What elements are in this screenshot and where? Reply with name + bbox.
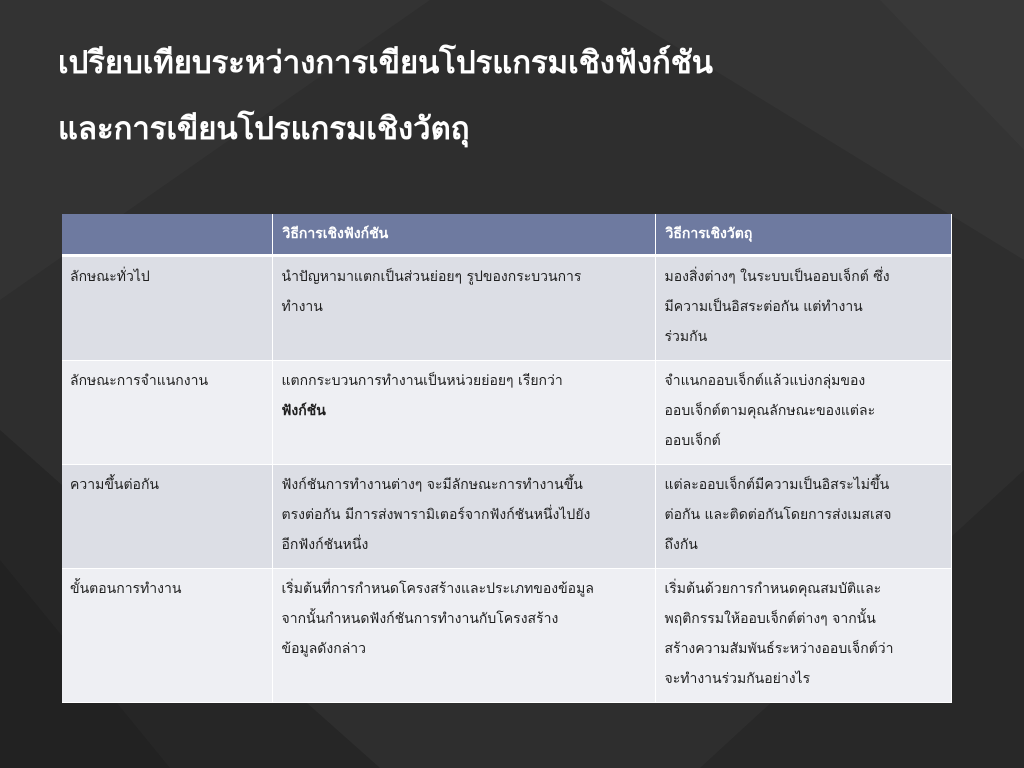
- object-cell: [655, 465, 951, 569]
- cell-line-bold: ฟังก์ชัน: [281, 403, 326, 419]
- object-cell: [655, 256, 951, 361]
- cell-line: มองสิ่งต่างๆ ในระบบเป็นออบเจ็กต์ ซึ่ง: [664, 269, 890, 285]
- cell-line: แต่ละออบเจ็กต์มีความเป็นอิสระไม่ขึ้น: [664, 477, 890, 493]
- header-functional: วิธีการเชิงฟังก์ชัน: [272, 214, 655, 256]
- object-cell: [655, 569, 951, 703]
- row-label: ลักษณะการจำแนกงาน: [62, 361, 272, 465]
- slide-title-line: เปรียบเทียบระหว่างการเขียนโปรแกรมเชิงฟังก์ชัน: [58, 45, 713, 81]
- cell-line: เริ่มต้นที่การกำหนดโครงสร้างและประเภทของข้อมูล: [281, 581, 594, 597]
- cell-line: ออบเจ็กต์ตามคุณลักษณะของแต่ละ: [664, 403, 876, 419]
- header-object: วิธีการเชิงวัตถุ: [655, 214, 951, 256]
- cell-line: เริ่มต้นด้วยการกำหนดคุณสมบัติและ: [664, 581, 882, 597]
- cell-line: สร้างความสัมพันธ์ระหว่างออบเจ็กต์ว่า: [664, 641, 894, 657]
- cell-line: แตกกระบวนการทำงานเป็นหน่วยย่อยๆ เรียกว่า: [281, 373, 563, 389]
- cell-line: อีกฟังก์ชันหนึ่ง: [281, 537, 369, 553]
- cell-line: ทำงาน: [281, 299, 323, 315]
- table-row: [62, 256, 951, 361]
- functional-cell: [272, 256, 655, 361]
- header-blank-cell: [62, 214, 272, 256]
- slide-title-line: และการเขียนโปรแกรมเชิงวัตถุ: [58, 111, 470, 147]
- cell-line: จากนั้นกำหนดฟังก์ชันการทำงานกับโครงสร้าง: [281, 611, 559, 627]
- functional-cell: [272, 465, 655, 569]
- comparison-table: [62, 214, 952, 703]
- table-header-row: [62, 214, 951, 256]
- functional-cell: [272, 361, 655, 465]
- cell-line: พฤติกรรมให้ออบเจ็กต์ต่างๆ จากนั้น: [664, 611, 876, 627]
- cell-line: ตรงต่อกัน มีการส่งพารามิเตอร์จากฟังก์ชันหนึ่งไปยัง: [281, 507, 591, 523]
- cell-line: ถึงกัน: [664, 537, 698, 553]
- slide-title: [58, 30, 988, 162]
- row-label: ลักษณะทั่วไป: [62, 256, 272, 361]
- cell-line: จะทำงานร่วมกันอย่างไร: [664, 671, 811, 687]
- cell-line: ต่อกัน และติดต่อกันโดยการส่งเมสเสจ: [664, 507, 892, 523]
- row-label: ขั้นตอนการทำงาน: [62, 569, 272, 703]
- cell-line: ออบเจ็กต์: [664, 433, 721, 449]
- row-label: ความขึ้นต่อกัน: [62, 465, 272, 569]
- functional-cell: [272, 569, 655, 703]
- cell-line: ฟังก์ชันการทำงานต่างๆ จะมีลักษณะการทำงานขึ้น: [281, 477, 583, 493]
- table-row: [62, 465, 951, 569]
- cell-line: จำแนกออบเจ็กต์แล้วแบ่งกลุ่มของ: [664, 373, 866, 389]
- table-row: [62, 569, 951, 703]
- object-cell: [655, 361, 951, 465]
- cell-line: นำปัญหามาแตกเป็นส่วนย่อยๆ รูปของกระบวนการ: [281, 269, 582, 285]
- cell-line: ข้อมูลดังกล่าว: [281, 641, 366, 657]
- cell-line: มีความเป็นอิสระต่อกัน แต่ทำงาน: [664, 299, 863, 315]
- cell-line: ร่วมกัน: [664, 329, 708, 345]
- table-row: [62, 361, 951, 465]
